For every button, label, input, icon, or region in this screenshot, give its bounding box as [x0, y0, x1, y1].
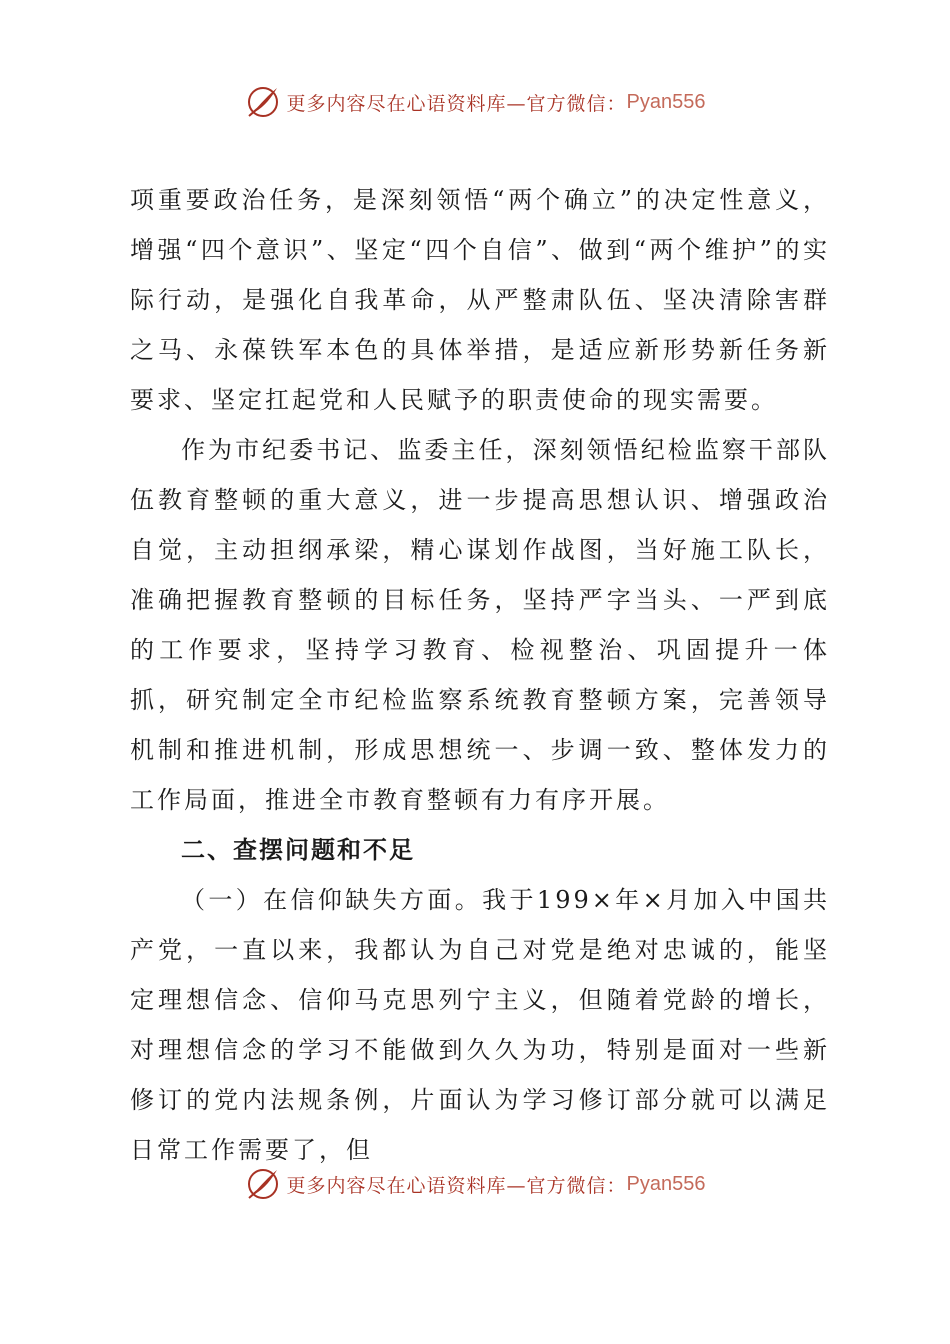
quill-logo-icon — [245, 1166, 281, 1202]
footer-banner — [0, 1162, 950, 1206]
document-body — [130, 175, 830, 1175]
paragraph-2: 作为市纪委书记、监委主任，深刻领悟纪检监察干部队伍教育整顿的重大意义，进一步提高思想认识、增强政治自觉，主动担纲承梁，精心谋划作战图，当好施工队长，准确把握教育整顿的目标任务，坚持严字当头、一严到底的工作要求，坚持学习教育、检视整治、巩固提升一体抓，研究制定全市纪检监察系统教育整顿方案，完善领导机制和推进机制，形成思想统一、步调一致、整体发力的工作局面，推进全市教育整顿有力有序开展。 — [130, 436, 830, 814]
banner-text: 更多内容尽在心语资料库—官方微信： — [286, 92, 627, 115]
paragraph-3: （一）在信仰缺失方面。我于199×年×月加入中国共产党，一直以来，我都认为自己对党是绝对忠诚的，能坚定理想信念、信仰马克思列宁主义，但随着党龄的增长，对理想信念的学习不能做到久久为功，特别是面对一些新修订的党内法规条例，片面认为学习修订部分就可以满足日常工作需要了，但 — [130, 886, 830, 1164]
paragraph-1: 项重要政治任务，是深刻领悟“两个确立”的决定性意义，增强“四个意识”、坚定“四个自信”、做到“两个维护”的实际行动，是强化自我革命，从严整肃队伍、坚决清除害群之马、永葆铁军本色的具体举措，是适应新形势新任务新要求、坚定扛起党和人民赋予的职责使命的现实需要。 — [130, 186, 830, 414]
header-banner — [0, 80, 950, 124]
quill-logo-icon — [245, 84, 281, 120]
banner-text: 更多内容尽在心语资料库—官方微信： — [286, 1174, 627, 1197]
banner-wechat-id: Pyan556 — [626, 90, 706, 113]
section-heading: 二、查摆问题和不足 — [181, 836, 415, 864]
banner-wechat-id: Pyan556 — [626, 1172, 706, 1195]
